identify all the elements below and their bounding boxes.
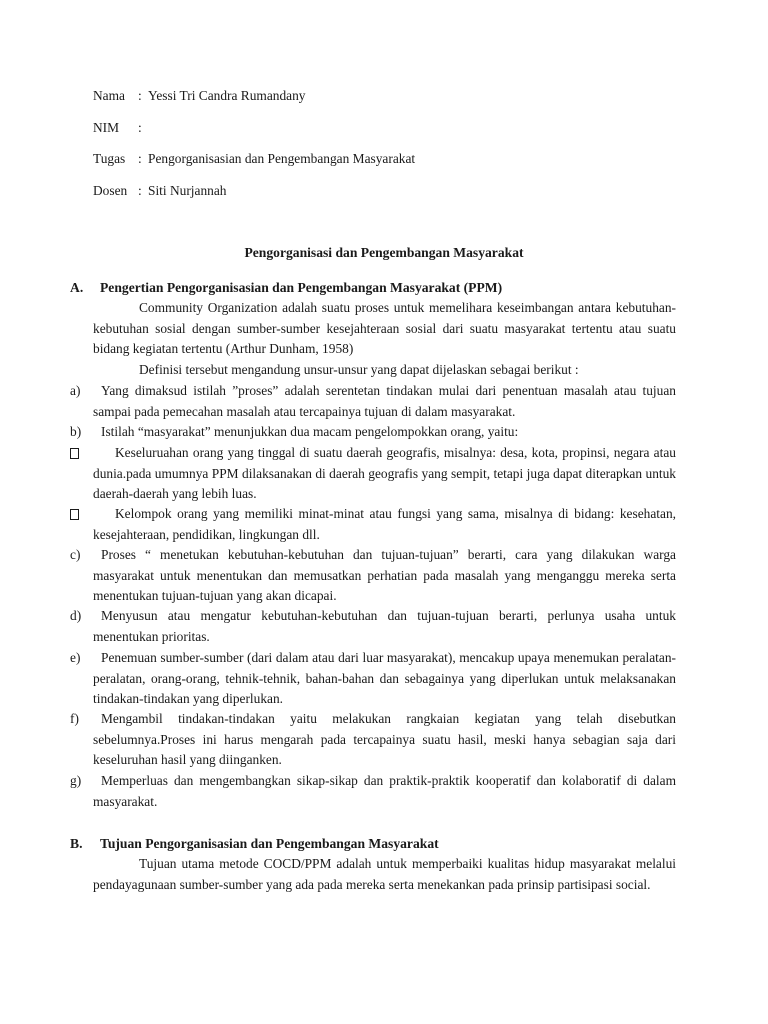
list-marker: a) xyxy=(70,383,81,398)
field-value: Yessi Tri Candra Rumandany xyxy=(148,88,306,103)
field-label: Nama xyxy=(93,88,125,103)
list-item-c xyxy=(70,545,676,607)
field-tugas xyxy=(93,150,415,182)
list-item-text: Istilah “masyarakat” menunjukkan dua macam pengelompokkan orang, yaitu: xyxy=(101,424,519,439)
field-dosen xyxy=(93,182,415,214)
field-colon: : xyxy=(138,88,142,103)
list-item-text: Keseluruahan orang yang tinggal di suatu daerah geografis, misalnya: desa, kota, propinsi, negara atau dunia.pada umumnya PPM dilaksanakan di daerah geografis yang sempit, tetapi juga dapat diterapkan untuk daerah-daerah yang lebih luas. xyxy=(93,445,676,501)
field-label: Dosen xyxy=(93,182,128,198)
bullet-box-icon xyxy=(70,509,79,520)
list-marker: c) xyxy=(70,547,81,562)
list-item-a xyxy=(70,381,676,422)
list-item-text: Yang dimaksud istilah ”proses” adalah serentetan tindakan mulai dari penentuan masalah atau tujuan sampai pada pemecahan masalah atau tercapainya tujuan di dalam masyarakat. xyxy=(93,383,676,419)
list-item-text: Penemuan sumber-sumber (dari dalam atau dari luar masyarakat), mencakup upaya menemukan peralatan-peralatan, orang-orang, tehnik-tehnik, bahan-bahan dan sebagainya yang diperlukan untuk melaksanakan tindakan-tindakan yang diperlukan. xyxy=(93,650,676,706)
field-label: NIM xyxy=(93,119,120,135)
list-marker: b) xyxy=(70,424,82,439)
field-label: Tugas xyxy=(93,151,126,166)
bullet-box-icon xyxy=(70,448,79,459)
field-nim xyxy=(93,119,415,151)
section-a-heading xyxy=(70,278,678,298)
section-title: Tujuan Pengorganisasian dan Pengembangan Masyarakat xyxy=(100,836,439,851)
definition-lead: Definisi tersebut mengandung unsur-unsur yang dapat dijelaskan sebagai berikut : xyxy=(139,362,579,377)
field-colon: : xyxy=(138,119,142,135)
sub-item-interest xyxy=(70,504,676,545)
list-marker: g) xyxy=(70,773,82,788)
section-letter: A. xyxy=(70,280,84,295)
field-colon: : xyxy=(138,151,142,166)
list-item-text: Proses “ menetukan kebutuhan-kebutuhan dan tujuan-tujuan” berarti, cara yang dilakukan warga masyarakat untuk menentukan dan memusatkan perhatian pada masalah yang menganggu mereka serta menentukan tujuan-tujuan yang akan dicapai. xyxy=(93,547,676,603)
list-item-f xyxy=(70,709,676,771)
list-item-e xyxy=(70,648,676,710)
list-marker: f) xyxy=(70,711,79,726)
list-item-g xyxy=(70,771,676,812)
list-item-text: Memperluas dan mengembangkan sikap-sikap dan praktik-praktik kooperatif dan kolaboratif di dalam masyarakat. xyxy=(93,773,676,809)
section-letter: B. xyxy=(70,836,83,851)
document-title: Pengorganisasi dan Pengembangan Masyarakat xyxy=(244,245,524,260)
field-colon: : xyxy=(138,182,142,198)
field-value: Pengorganisasian dan Pengembangan Masyarakat xyxy=(148,151,416,166)
sub-item-geographic xyxy=(70,443,676,505)
list-item-text: Mengambil tindakan-tindakan yaitu melakukan rangkaian kegiatan yang telah disebutkan sebelumnya.Proses ini harus mengarah pada tercapainya suatu hasil, meski hanya sebagian saja dari keseluruhan hasil yang diinganken. xyxy=(93,711,676,767)
section-b-text: Tujuan utama metode COCD/PPM adalah untuk memperbaiki kualitas hidup masyarakat melalui pendayagunaan sumber-sumber yang ada pada mereka serta menekankan pada prinsip partisipasi social. xyxy=(93,856,676,892)
field-value: Siti Nurjannah xyxy=(148,182,227,198)
student-info xyxy=(93,87,415,213)
section-title: Pengertian Pengorganisasian dan Pengembangan Masyarakat (PPM) xyxy=(100,280,503,295)
list-item-b xyxy=(70,422,676,443)
section-a-intro: Community Organization adalah suatu proses untuk memelihara keseimbangan antara kebutuhan-kebutuhan sosial dengan sumber-sumber kesejahteraan sosial dari suatu masyarakat tertentu atau suatu bidang kegiatan tertentu (Arthur Dunham, 1958) xyxy=(93,300,676,356)
list-marker: e) xyxy=(70,650,81,665)
list-item-text: Kelompok orang yang memiliki minat-minat atau fungsi yang sama, misalnya di bidang: kesehatan, kesejahteraan, pendidikan, lingkungan dll. xyxy=(93,506,676,542)
list-item-d xyxy=(70,606,676,647)
list-marker: d) xyxy=(70,608,82,623)
field-nama xyxy=(93,87,415,119)
section-b-heading xyxy=(70,834,678,854)
list-item-text: Menyusun atau mengatur kebutuhan-kebutuhan dan tujuan-tujuan berarti, perlunya usaha untuk menentukan prioritas. xyxy=(93,608,676,644)
